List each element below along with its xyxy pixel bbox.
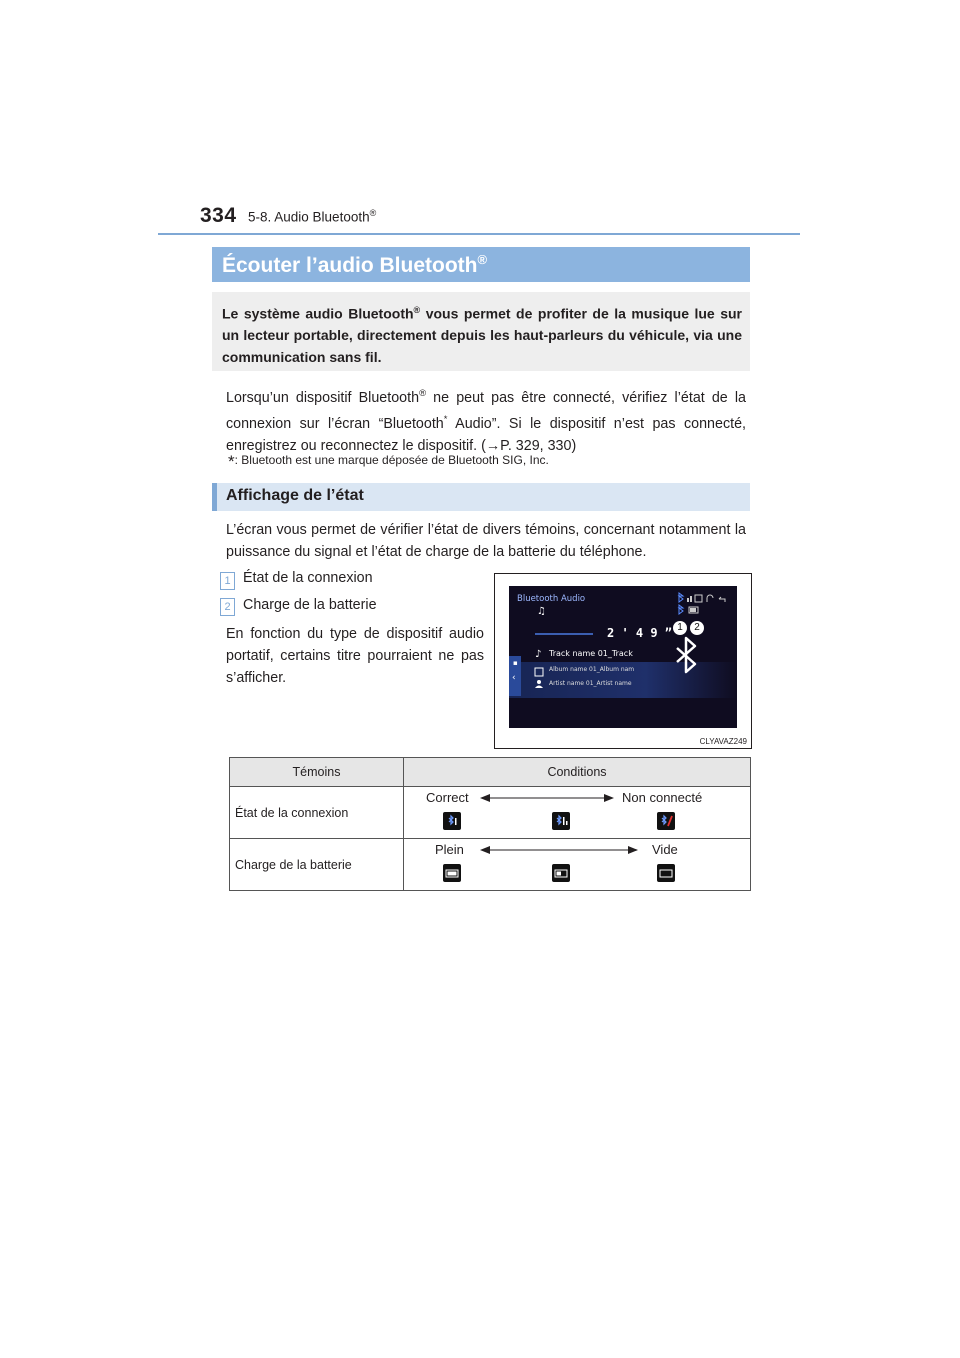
table-header-row	[230, 758, 751, 787]
display-note: En fonction du type de dispositif audio portatif, certains titre pourraient ne pas s’afficher.	[226, 626, 484, 686]
bluetooth-connected-icon	[443, 812, 461, 830]
column-header: Témoins	[230, 758, 404, 787]
callout-2: 2	[690, 621, 704, 635]
footnote: *: Bluetooth est une marque déposée de Bluetooth SIG, Inc.	[228, 452, 549, 471]
bluetooth-weak-icon	[552, 812, 570, 830]
svg-text:‹: ‹	[512, 673, 516, 683]
page-number: 334	[200, 204, 237, 227]
range-start-label: Correct	[426, 790, 469, 805]
range-start-label: Plein	[435, 842, 464, 857]
section-title: 5-8. Audio Bluetooth®	[248, 208, 377, 225]
range-end-label: Vide	[652, 842, 678, 857]
screen-title: Bluetooth Audio	[517, 594, 586, 604]
row-label: Charge de la batterie	[230, 839, 404, 891]
item-number-badge: 1	[220, 572, 235, 590]
table-row	[230, 787, 751, 839]
svg-text:▪: ▪	[513, 659, 518, 667]
album-name: Album name 01_Album nam	[549, 666, 635, 673]
condition-cell	[404, 839, 751, 891]
item-connection-label: État de la connexion	[243, 570, 373, 586]
screen-figure	[494, 573, 752, 749]
status-table	[229, 757, 751, 891]
table-row	[230, 839, 751, 891]
battery-full-icon	[443, 864, 461, 882]
subheader-title: Affichage de l’état	[226, 487, 364, 504]
range-arrow-icon	[480, 792, 614, 804]
connection-paragraph: Lorsqu’un dispositif Bluetooth® ne peut pas être connecté, vérifiez l’état de la connexion sur l’écran “Bluetooth* Audio”. Si le dispositif n’est pas connecté, enregistrez ou reconnectez le dispositif. (→P. 329, 330)	[226, 388, 747, 454]
range-end-label: Non connecté	[622, 790, 703, 805]
subheader-accent	[212, 483, 217, 511]
status-paragraph: L’écran vous permet de vérifier l’état de divers témoins, concernant notamment la puissance du signal et l’état de charge de la batterie du téléphone.	[226, 522, 746, 560]
svg-text:♪: ♪	[535, 649, 542, 660]
page-title: Écouter l’audio Bluetooth®	[222, 252, 488, 277]
audio-screen	[509, 586, 737, 728]
figure-code: CLYAVAZ249	[699, 737, 747, 746]
battery-half-icon	[552, 864, 570, 882]
bluetooth-disconnected-icon	[657, 812, 675, 830]
subheader-band	[212, 483, 750, 511]
item-number-badge: 2	[220, 598, 235, 616]
svg-text:♫: ♫	[537, 606, 546, 617]
condition-cell	[404, 787, 751, 839]
track-name: Track name 01_Track	[549, 649, 633, 658]
battery-empty-icon	[657, 864, 675, 882]
elapsed-time: 2 ' 4 9 ”	[607, 626, 673, 640]
row-label: État de la connexion	[230, 787, 404, 839]
intro-text: Le système audio Bluetooth® vous permet de profiter de la musique lue sur un lecteur portable, directement depuis les haut-parleurs du véhicule, via une communication sans fil.	[222, 305, 743, 365]
artist-name: Artist name 01_Artist name	[549, 680, 632, 687]
column-header: Conditions	[404, 758, 751, 787]
arrow-icon: →	[485, 437, 501, 454]
intro-box	[212, 292, 750, 371]
title-band	[212, 247, 750, 282]
page-reference-link[interactable]: P. 329, 330)	[500, 437, 577, 454]
range-arrow-icon	[480, 844, 638, 856]
header-rule	[158, 233, 800, 235]
item-battery-label: Charge de la batterie	[243, 597, 377, 613]
callout-1: 1	[673, 621, 687, 635]
